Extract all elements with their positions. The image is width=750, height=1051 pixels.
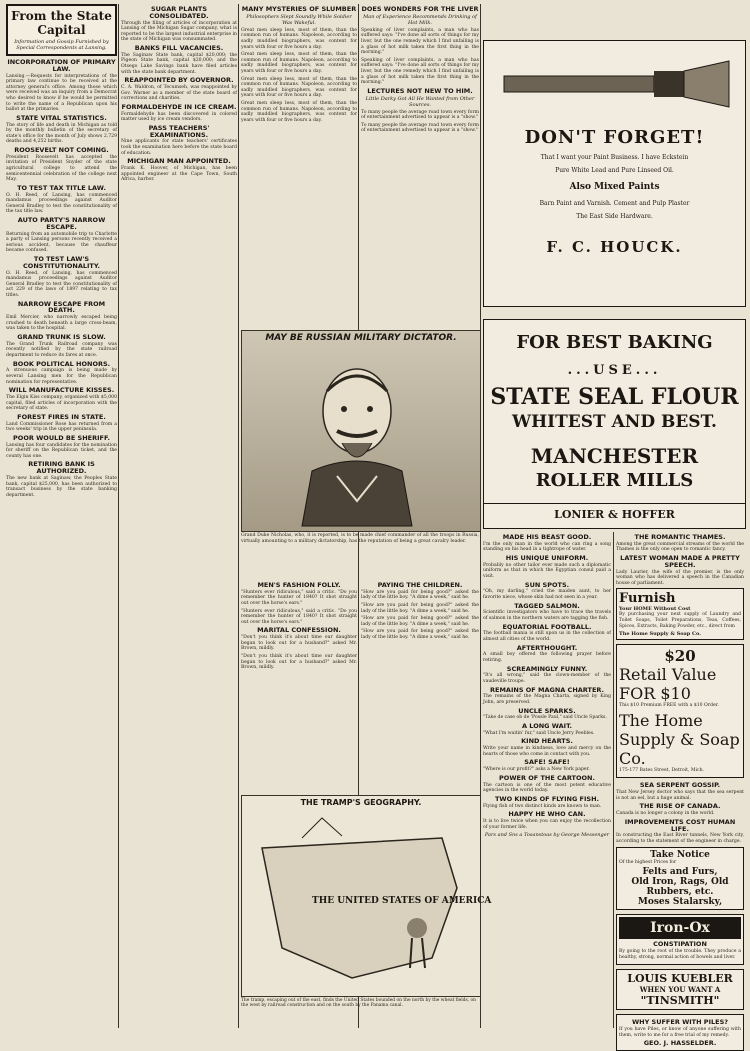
article-headline: THE RISE OF CANADA. bbox=[639, 802, 721, 811]
article-list bbox=[616, 534, 744, 1051]
article-body: Lansing.—Requests for interpretations of the primary law continue to be received at the attorney general's office. Among those which were received was an inquiry from a Democrat who desired to know if he would be permitted to write the name of a Republican upon his ballot at the primaries. bbox=[6, 73, 117, 113]
ad-line: Pure White Lead and Pure Linseed Oil. bbox=[555, 167, 674, 174]
article-body: "Don't you think it's about time our daughter began to look out for a husband?" asked Mr. Brown, mildly. bbox=[241, 653, 357, 671]
article-headline: GRAND TRUNK IS SLOW. bbox=[17, 332, 106, 341]
ad-price: $20 bbox=[664, 647, 696, 666]
article-body: O. H. Reed, of Lansing, has commenced mandamus proceedings against Auditor General Bradley to test the constitutionality of act 229 of the laws of 1897 relating to tax titles. bbox=[6, 270, 117, 298]
article-body: Among the great commercial streams of the world the Thames is the only one open to romantic fancy. bbox=[616, 541, 744, 553]
article-headline: SAFE! SAFE! bbox=[524, 758, 570, 767]
article-headline: POWER OF THE CARTOON. bbox=[499, 773, 595, 782]
article-headline: MEN'S FASHION FOLLY. bbox=[257, 581, 341, 589]
article-headline: SEA SERPENT GOSSIP. bbox=[639, 781, 721, 790]
article-headline: UNCLE SPARKS. bbox=[518, 706, 576, 715]
article-body: The new bank at Saginaw, the Peoples State bank, capital $25,000, has been authorized to transact business by the state banking department. bbox=[6, 475, 117, 498]
article-body: "How are you paid for being good?" asked the lady of the little boy. "A dime a week," said he. bbox=[361, 603, 479, 614]
article-headline: INCORPORATION OF PRIMARY LAW. bbox=[7, 58, 116, 73]
ad-body: If you have Piles, or know of anyone suffering with them, write to me for a free trial of my remedy. bbox=[619, 1027, 741, 1038]
article-headline: KIND HEARTS. bbox=[521, 737, 573, 746]
article-headline: PAYING THE CHILDREN. bbox=[377, 581, 463, 589]
article-body: I'm the only man in the world who can ring a song standing on his head in a tightrope of water. bbox=[483, 541, 611, 553]
column-1 bbox=[6, 4, 117, 1028]
ad-line: ...USE... bbox=[567, 363, 662, 378]
article-body: Speaking of liver complaints, a man who has suffered says: "I've done all sorts of things for my liver, but the one remedy which I find unfailing is a glass of hot milk taken the first thing in the morning." bbox=[361, 27, 479, 56]
article-body: Great men sleep less, most of them, than the common run of humans. Napoleon, according to sadly muddled biographers, was content for years with four or five hours a day. bbox=[241, 76, 357, 99]
ad-line: The East Side Hardware. bbox=[576, 213, 653, 220]
article-body: Lansing has four candidates for the nomination for sheriff on the Republican ticket, and the county has one. bbox=[6, 442, 117, 459]
article-body: Returning from an automobile trip to Charlotte a party of Lansing persons recently received a serious accident, because the chauffeur became confused. bbox=[6, 231, 117, 254]
column-3-lower bbox=[241, 580, 357, 790]
ad-body: By going to the root of the trouble. They produce a healthy, strong, normal action of bowels and liver. bbox=[619, 949, 741, 960]
ad-line: Of the highest Prices for bbox=[619, 859, 677, 865]
article-body: Scientific investigators who have to trace the travels of salmon in the northern waters are tagging the fish. bbox=[483, 610, 611, 621]
ad-line: WHEN YOU WANT A bbox=[639, 985, 721, 995]
article-body: Canada is no longer a colony in the world. bbox=[616, 811, 715, 817]
article-headline: AFTERTHOUGHT. bbox=[516, 643, 578, 652]
article-body: Speaking of liver complaints, a man who has suffered says: "I've done all sorts of things for my liver, but the one remedy which I find unfailing is a glass of hot milk taken the first thing in the morning." bbox=[361, 57, 479, 86]
premium-advertisement bbox=[616, 644, 744, 778]
article-body: The Elgin Kiss company, organized with $5,000 capital, filed articles of incorporation with the secretary of state. bbox=[6, 394, 117, 412]
column-rule bbox=[118, 4, 119, 1028]
article-body: It is to live twice when you can enjoy the recollection of your former life. bbox=[483, 819, 611, 830]
article-body: The Grand Trunk Railroad company was recently notified by the state railroad department to reduce its fares at once. bbox=[6, 341, 117, 358]
article-headline: PASS TEACHERS' EXAMINATIONS. bbox=[148, 123, 210, 139]
dictator-caption: Grand Duke Nicholas, who, it is reported, is to be made chief commander of all the troops in Russia, virtually amounting to a military dictatorship, has the reputation of being a great cavalry leader. bbox=[241, 533, 479, 544]
article-body: Through the filing of articles of incorporation at Lansing of the Michigan Sugar company, what is reported to be the largest industrial enterprise in the state of Michigan was consummated. bbox=[121, 20, 237, 43]
article-body: President Roosevelt has accepted the invitation of President Snyder of the state agricultural college to attend the semicentennial celebration of the college next May. bbox=[6, 154, 117, 183]
map-drawing bbox=[242, 808, 492, 993]
column-4-lower bbox=[361, 580, 479, 790]
article-body: O. H. Reed, of Lansing, has commenced mandamus proceedings against Auditor General Bradley to test the constitutionality of the tax title law. bbox=[6, 192, 117, 215]
article-body: "Hunters ever ridiculous," said a critic. "Do you remember the hunter of 1840? It shot straight out over the horse's ears." bbox=[241, 608, 357, 625]
article-headline: REMAINS OF MAGNA CHARTER. bbox=[490, 685, 604, 694]
column-rule bbox=[238, 4, 239, 1028]
article-body: Write your name in kindness, love and mercy on the hearts of those who come in contact with you. bbox=[483, 746, 611, 757]
article-headline: FOREST FIRES IN STATE. bbox=[17, 412, 106, 421]
ad-headline: Furnish bbox=[619, 591, 676, 607]
ad-advertiser-name: LONIER & HOFFER bbox=[484, 503, 745, 521]
article-headline: BOOK POLITICAL HONORS. bbox=[12, 359, 111, 368]
column-5-lower bbox=[483, 532, 611, 1028]
ad-advertiser-name: GEO. J. HASSELDER. bbox=[643, 1039, 717, 1048]
article-subheadline: Man of Experience Recommends Drinking of Hot Milk. bbox=[363, 13, 477, 26]
article-headline: DOES WONDERS FOR THE LIVER bbox=[361, 5, 479, 13]
article-headline: MARITAL CONFESSION. bbox=[257, 626, 341, 635]
article-headline: HAPPY HE WHO CAN. bbox=[508, 810, 586, 819]
ad-headline: WHY SUFFER WITH PILES? bbox=[631, 1018, 729, 1027]
article-body: The cartoon is one of the most potent educative agencies in the world today. bbox=[483, 782, 611, 794]
article-body: Great men sleep less, most of them, than the common run of humans. Napoleon, according to sadly muddled biographers, was content for years with four or five hours a day. bbox=[241, 100, 357, 123]
column-rule bbox=[613, 532, 614, 1028]
article-headline: AUTO PARTY'S NARROW ESCAPE. bbox=[17, 215, 106, 231]
article-body: To many people the average road town every form of entertainment advertised to appear is a "show." bbox=[361, 109, 479, 121]
article-list bbox=[483, 534, 611, 838]
article-headline: TO TEST LAW'S CONSTITUTIONALITY. bbox=[23, 254, 100, 270]
article-body: "It's all wrong," said the clown-member of the vaudeville troupe. bbox=[483, 673, 611, 684]
article-body: "How are you paid for being good?" asked the lady of the little boy. "A dime a week," said he. bbox=[361, 589, 479, 601]
article-body: Frank K. Hoover, of Michigan, has been appointed engineer at the Cape Town, South Africa, harbor. bbox=[121, 166, 237, 183]
article-body: The remains of the Magna Charta, signed by King John, are preserved. bbox=[483, 694, 611, 705]
paintbrush-icon bbox=[484, 41, 745, 127]
ad-advertiser-name: The Home Supply & Soap Co. bbox=[619, 631, 701, 638]
article-headline: RETIRING BANK IS AUTHORIZED. bbox=[28, 460, 95, 476]
state-capital-title-box bbox=[6, 4, 117, 56]
ad-line: STATE SEAL FLOUR bbox=[490, 384, 739, 410]
article-body: "Oh, my darling," cried the maiden aunt, to her favorite niece, whose skin had not seen in a year. bbox=[483, 589, 611, 600]
article-body: "Don't you think it's about time our daughter began to look out for a husband?" asked Mr. Brown, mildly. bbox=[241, 635, 357, 652]
tramp-geography-illustration bbox=[241, 795, 492, 997]
article-body: Formaldehyde has been discovered in colored matter used by ice cream vendors. bbox=[121, 111, 237, 123]
article-body: A strenuous campaign is being made by several Lansing men for the Republican nomination for representative. bbox=[6, 368, 117, 385]
section-subtitle: Information and Gossip Furnished by Special Correspondents at Lansing. bbox=[14, 39, 109, 51]
article-body: Land Commissioner Rose has returned from a two weeks' trip in the upper peninsula. bbox=[6, 421, 117, 433]
ad-body: By purchasing your next supply of Laundry and Toilet Soaps, Toilet Preparations, Teas, Coffees, Spices, Extracts, Baking Powder, etc., direct from bbox=[619, 612, 741, 629]
article-headline: POOR WOULD BE SHERIFF. bbox=[13, 433, 110, 442]
ad-headline: Take Notice bbox=[650, 849, 710, 860]
ad-line: Also Mixed Paints bbox=[569, 182, 660, 192]
column-6-lower bbox=[616, 532, 744, 1048]
article-headline: MANY MYSTERIES OF SLUMBER bbox=[241, 5, 357, 13]
paint-advertisement bbox=[483, 40, 746, 307]
ad-line: Retail Value FOR $10 bbox=[619, 665, 717, 704]
ad-body: This $10 Premium FREE with a $10 Order. bbox=[619, 703, 719, 709]
article-headline: A LONG WAIT. bbox=[521, 722, 572, 730]
ad-advertiser-name: The Home Supply & Soap Co. bbox=[619, 710, 740, 768]
article-headline: ROOSEVELT NOT COMING. bbox=[14, 145, 109, 154]
article-body: The story of life and death in Michigan as told by the monthly bulletin of the secretary of state's office for the month of July shows 2,729 deaths and 4,252 births. bbox=[6, 122, 117, 145]
article-body: "Take de case ob de 'Possle Paul," said Uncle Sparks. bbox=[483, 715, 607, 721]
ad-line: That I want your Paint Business. I have Eckstein bbox=[540, 154, 689, 161]
ad-line: FOR BEST BAKING bbox=[516, 332, 713, 353]
article-headline: IMPROVEMENTS COST HUMAN LIFE. bbox=[624, 817, 736, 833]
portrait-drawing bbox=[282, 351, 432, 526]
ad-line: Felts and Furs, bbox=[642, 867, 718, 878]
article-headline: TAGGED SALMON. bbox=[514, 601, 580, 610]
article-body: A small boy offered the following prayer before retiring. bbox=[483, 652, 611, 663]
article-list bbox=[121, 6, 237, 183]
article-list bbox=[6, 59, 117, 498]
ad-headline: DON'T FORGET! bbox=[524, 127, 705, 148]
article-body: C. A. Waldron, of Tecumseh, was reappointed by Gov. Warner as a member of the state board of corrections and charities. bbox=[121, 85, 237, 102]
piles-advertisement bbox=[616, 1014, 744, 1051]
article-subheadline: Little Darky Got All He Wanted from Other Sources. bbox=[365, 95, 475, 108]
flour-advertisement bbox=[483, 319, 746, 529]
tinsmith-advertisement bbox=[616, 969, 744, 1010]
article-body: "Where is our profit?" asks a New York paper. bbox=[483, 767, 590, 773]
article-headline: WILL MANUFACTURE KISSES. bbox=[8, 386, 115, 395]
article-body: Great men sleep less, most of them, than the common run of humans. Napoleon, according to sadly muddled biographers, was content for years with four or five hours a day. bbox=[241, 27, 357, 50]
article-headline: TWO KINDS OF FLYING FISH. bbox=[494, 794, 600, 803]
map-label: THE UNITED STATES OF AMERICA bbox=[312, 896, 492, 907]
article-headline: FORMALDEHYDE IN ICE CREAM. bbox=[121, 102, 237, 111]
article-body: Great men sleep less, most of them, than the common run of humans. Napoleon, according to sadly muddled biographers, was content for years with four or five hours a day. bbox=[241, 52, 357, 74]
credit-line: Pars and Sns a Tosanstoas by George Messenger bbox=[484, 832, 610, 839]
article-body: Emil Mercier, who narrowly escaped being crushed to death beneath a large cross-beam, was taken to the hospital. bbox=[6, 315, 117, 332]
article-headline: SCREAMINGLY FUNNY. bbox=[506, 664, 588, 673]
article-body: Nine applicants for state teachers' certificates took the examination here before the state board of education. bbox=[121, 139, 237, 156]
ad-advertiser-name: F. C. HOUCK. bbox=[546, 238, 683, 256]
article-headline: SUGAR PLANTS CONSOLIDATED. bbox=[149, 5, 209, 20]
article-headline: MADE HIS BEAST GOOD. bbox=[502, 533, 592, 541]
article-body: Flying fish of two distinct kinds are known to man. bbox=[483, 803, 602, 809]
article-body: "How are you paid for being good?" asked the lady of the little boy. "A dime a week," said he. bbox=[361, 616, 479, 627]
article-headline: BANKS FILL VACANCIES. bbox=[134, 44, 224, 52]
illustration-headline: MAY BE RUSSIAN MILITARY DICTATOR. bbox=[265, 333, 457, 343]
ad-line: MANCHESTER bbox=[530, 444, 699, 468]
article-body: In constructing the East River tunnels, New York city, according to the statement of the engineer in charge. bbox=[616, 833, 744, 844]
ad-address: 175-177 Bates Street, Detroit, Mich. bbox=[619, 767, 705, 773]
ad-line: ROLLER MILLS bbox=[535, 470, 694, 491]
ad-line: Barn Paint and Varnish. Cement and Pulp Plaster bbox=[539, 200, 690, 207]
article-body: "How are you paid for being good?" asked the lady of the little boy. "A dime a week," said he. bbox=[361, 629, 479, 640]
notice-advertisement bbox=[616, 847, 744, 911]
ad-line: WHITEST AND BEST. bbox=[512, 412, 717, 432]
ad-line: Your HOME Without Cost bbox=[619, 606, 691, 613]
ad-line: Old Iron, Rags, Old Rubbers, etc. bbox=[631, 877, 729, 898]
ad-headline: "TINSMITH" bbox=[640, 994, 720, 1008]
column-3-upper bbox=[241, 4, 357, 326]
dictator-illustration bbox=[241, 330, 481, 532]
article-headline: EQUATORIAL FOOTBALL. bbox=[502, 622, 592, 631]
article-headline: MICHIGAN MAN APPOINTED. bbox=[127, 157, 231, 166]
article-headline: TO TEST TAX TITLE LAW. bbox=[17, 183, 106, 192]
article-body: The Saginaw State bank, capital $20,000; the Pigeon State bank, capital $20,000; and the Otsego Lake Savings bank have filed articles with the state bank department. bbox=[121, 52, 237, 75]
illustration-headline: THE TRAMP'S GEOGRAPHY. bbox=[300, 798, 422, 807]
article-subheadline: Philosophers Slept Soundly While Soldier Was Wakeful. bbox=[246, 13, 352, 26]
article-body: To many people the average road town every form of entertainment advertised to appear is a "show." bbox=[361, 122, 479, 134]
column-4-upper bbox=[361, 4, 479, 326]
article-headline: THE ROMANTIC THAMES. bbox=[634, 533, 726, 541]
ad-line: CONSTIPATION bbox=[653, 940, 707, 949]
article-body: "What I'm waitin' fur," said Uncle Jerry Peebles. bbox=[483, 730, 595, 736]
article-headline: LECTURES NOT NEW TO HIM. bbox=[367, 86, 473, 95]
article-body: The football mania is still upon us in the collection of almost all cities of the world. bbox=[483, 631, 611, 642]
tramp-caption: The tramp, escaping out of the east, finds the United States bounded on the north by the wheat fields, on the west by railroad construction and on the south by the Panama canal. bbox=[241, 998, 477, 1009]
article-body: Probably no other tailor ever made such a diplomatic uniform as that in which the Egyptian consul paid a visit. bbox=[483, 562, 611, 579]
article-body: Lady Laurier, the wife of the premier, is the only woman who has delivered a speech in the Canadian house of parliament. bbox=[616, 569, 744, 586]
ad-advertiser-name: LOUIS KUEBLER bbox=[627, 972, 733, 986]
article-headline: LATEST WOMAN MADE A PRETTY SPEECH. bbox=[620, 554, 740, 569]
ad-advertiser-name: Moses Stalarsky, bbox=[637, 897, 723, 908]
furnish-advertisement bbox=[616, 588, 744, 640]
article-headline: HIS UNIQUE UNIFORM. bbox=[505, 554, 589, 562]
section-title: From the State Capital bbox=[11, 9, 112, 37]
ad-headline: Iron-Ox bbox=[619, 917, 741, 939]
article-headline: STATE VITAL STATISTICS. bbox=[16, 113, 107, 122]
article-headline: NARROW ESCAPE FROM DEATH. bbox=[17, 299, 106, 315]
ironox-advertisement bbox=[616, 914, 744, 965]
article-body: That New Jersey doctor who says that the sea serpent is not an eel, but a huge animal. bbox=[616, 790, 744, 801]
column-2 bbox=[121, 4, 237, 1028]
article-body: "Hunters ever ridiculous," said a critic. "Do you remember the hunter of 1840? It shot straight out over the horse's ears." bbox=[241, 589, 357, 606]
article-headline: SUN SPOTS. bbox=[524, 580, 570, 589]
article-headline: REAPPOINTED BY GOVERNOR. bbox=[124, 76, 234, 85]
